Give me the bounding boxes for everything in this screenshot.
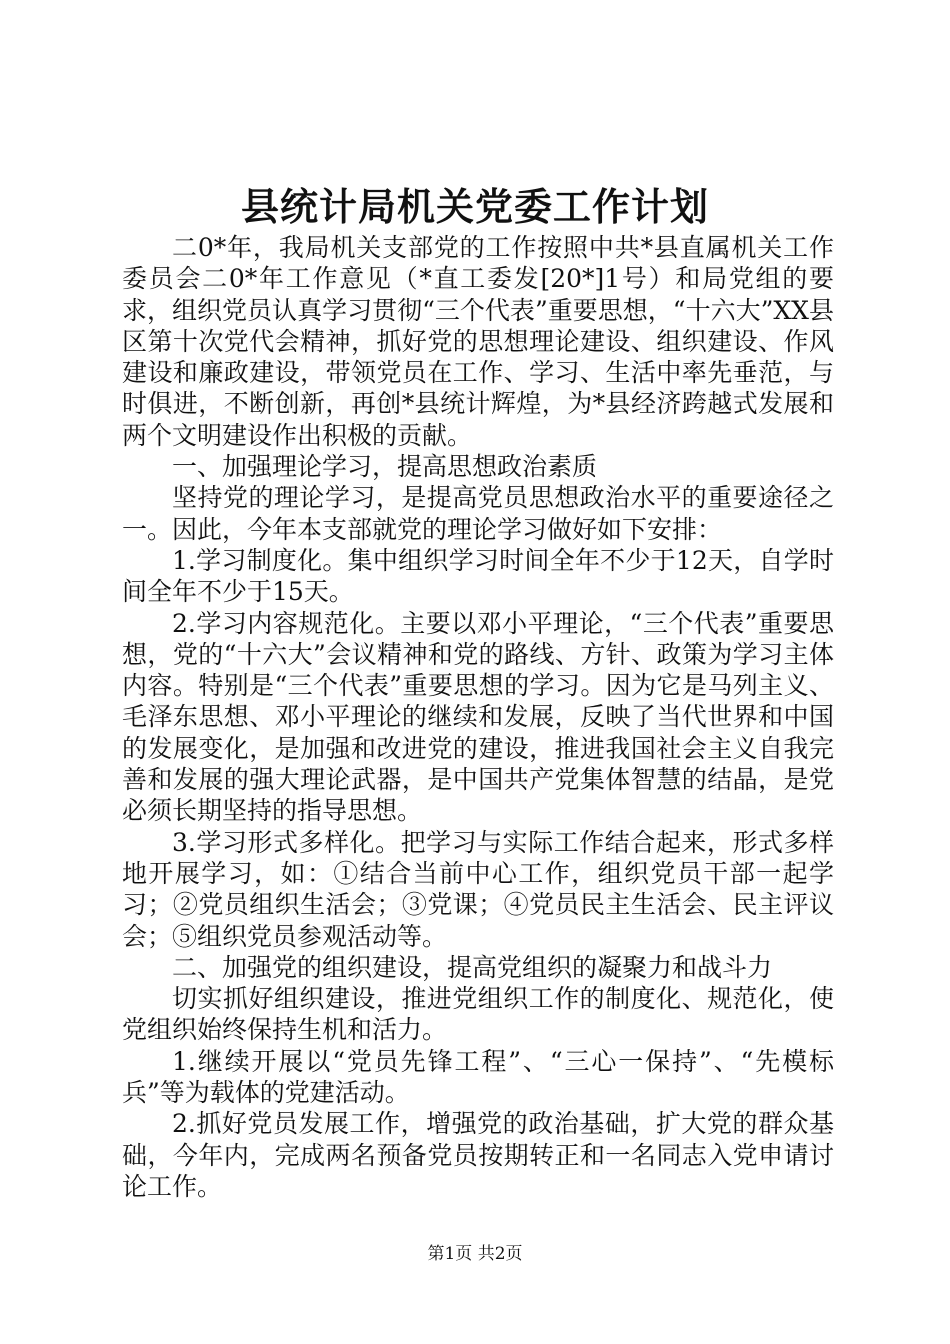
- section-1-item-1: 1.学习制度化。集中组织学习时间全年不少于12天，自学时间全年不少于15天。: [122, 545, 834, 607]
- section-2-intro-paragraph: 切实抓好组织建设，推进党组织工作的制度化、规范化，使党组织始终保持生机和活力。: [122, 984, 834, 1045]
- section-heading-1: 一、加强理论学习，提高思想政治素质: [172, 452, 598, 482]
- section-1-item-2: 2.学习内容规范化。主要以邓小平理论，“三个代表”重要思想，党的“十六大”会议精神和党的路线、方针、政策为学习主体内容。特别是“三个代表”重要思想的学习。因为它是马列主义、毛泽东思想、邓小平理论的继续和发展，反映了当代世界和中国的发展变化，是加强和改进党的建设，推进我国社会主义自我完善和发展的强大理论武器，是中国共产党集体智慧的结晶，是党必须长期坚持的指导思想。: [122, 608, 834, 826]
- document-body: [122, 232, 834, 1202]
- section-1-intro-paragraph: 坚持党的理论学习，是提高党员思想政治水平的重要途径之一。因此，今年本支部就党的理论学习做好如下安排：: [122, 483, 834, 544]
- page-number-footer: 第1页 共2页: [427, 1244, 523, 1264]
- section-2-item-1: 1.继续开展以“党员先锋工程”、“三心一保持”、“先模标兵”等为载体的党建活动。: [122, 1046, 834, 1108]
- section-1-item-3: 3.学习形式多样化。把学习与实际工作结合起来，形式多样地开展学习，如：①结合当前中心工作，组织党员干部一起学习；②党员组织生活会；③党课；④党员民主生活会、民主评议会；⑤组织党员参观活动等。: [122, 827, 834, 951]
- document-title: 县统计局机关党委工作计划: [240, 184, 709, 229]
- section-2-item-2: 2.抓好党员发展工作，增强党的政治基础，扩大党的群众基础，今年内，完成两名预备党员按期转正和一名同志入党申请讨论工作。: [122, 1109, 834, 1201]
- intro-paragraph: 二0*年，我局机关支部党的工作按照中共*县直属机关工作委员会二0*年工作意见（*直工委发[20*]1号）和局党组的要求，组织党员认真学习贯彻“三个代表”重要思想，“十六大”XX县区第十次党代会精神，抓好党的思想理论建设、组织建设、作风建设和廉政建设，带领党员在工作、学习、生活中率先垂范，与时俱进，不断创新，再创*县统计辉煌，为*县经济跨越式发展和两个文明建设作出积极的贡献。: [122, 233, 834, 450]
- section-heading-2: 二、加强党的组织建设，提高党组织的凝聚力和战斗力: [172, 952, 773, 982]
